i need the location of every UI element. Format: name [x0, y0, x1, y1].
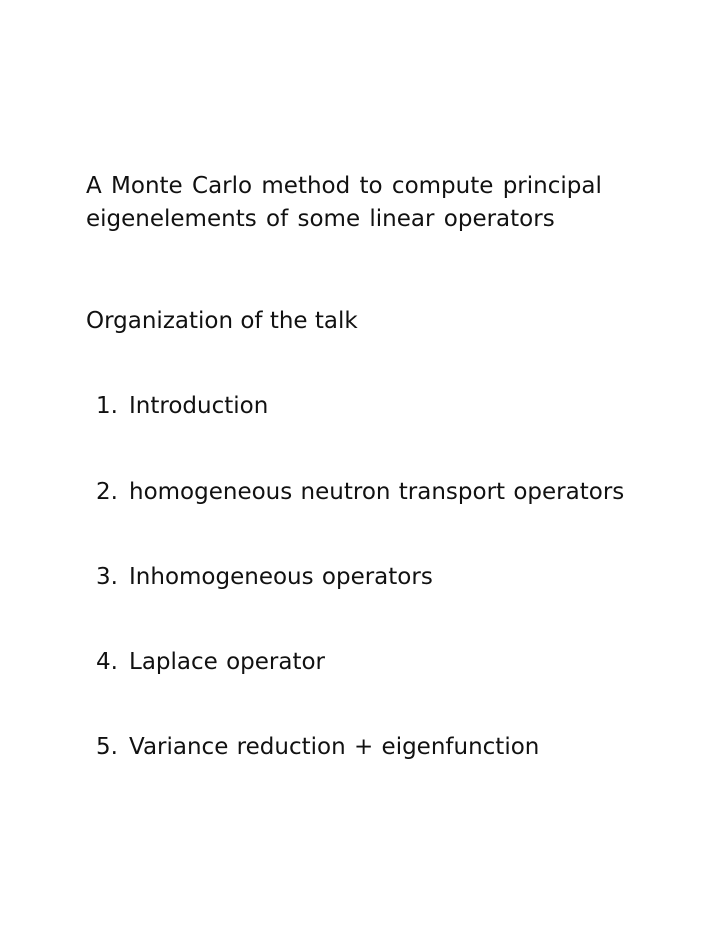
agenda-item-text: homogeneous neutron transport operators [129, 479, 625, 505]
agenda-item-number: 4. [96, 649, 118, 675]
agenda-item-laplace-operator [96, 646, 325, 679]
slide-title [86, 170, 686, 236]
title-line-2: eigenelements of some linear operators [86, 206, 555, 232]
agenda-item-homogeneous-operators [96, 476, 624, 509]
agenda-item-inhomogeneous-operators [96, 561, 433, 594]
agenda-item-number: 3. [96, 564, 118, 590]
agenda-item-variance-reduction [96, 731, 539, 764]
agenda-item-number: 5. [96, 734, 118, 760]
agenda-item-text: Inhomogeneous operators [129, 564, 433, 590]
agenda-item-text: Laplace operator [129, 649, 326, 675]
agenda-item-text: Introduction [129, 393, 269, 419]
agenda-item-text: Variance reduction + eigenfunction [129, 734, 540, 760]
section-heading: Organization of the talk [86, 308, 358, 334]
agenda-item-number: 1. [96, 393, 118, 419]
agenda-item-introduction [96, 390, 268, 423]
title-line-1: A Monte Carlo method to compute principal [86, 173, 602, 199]
agenda-item-number: 2. [96, 479, 118, 505]
